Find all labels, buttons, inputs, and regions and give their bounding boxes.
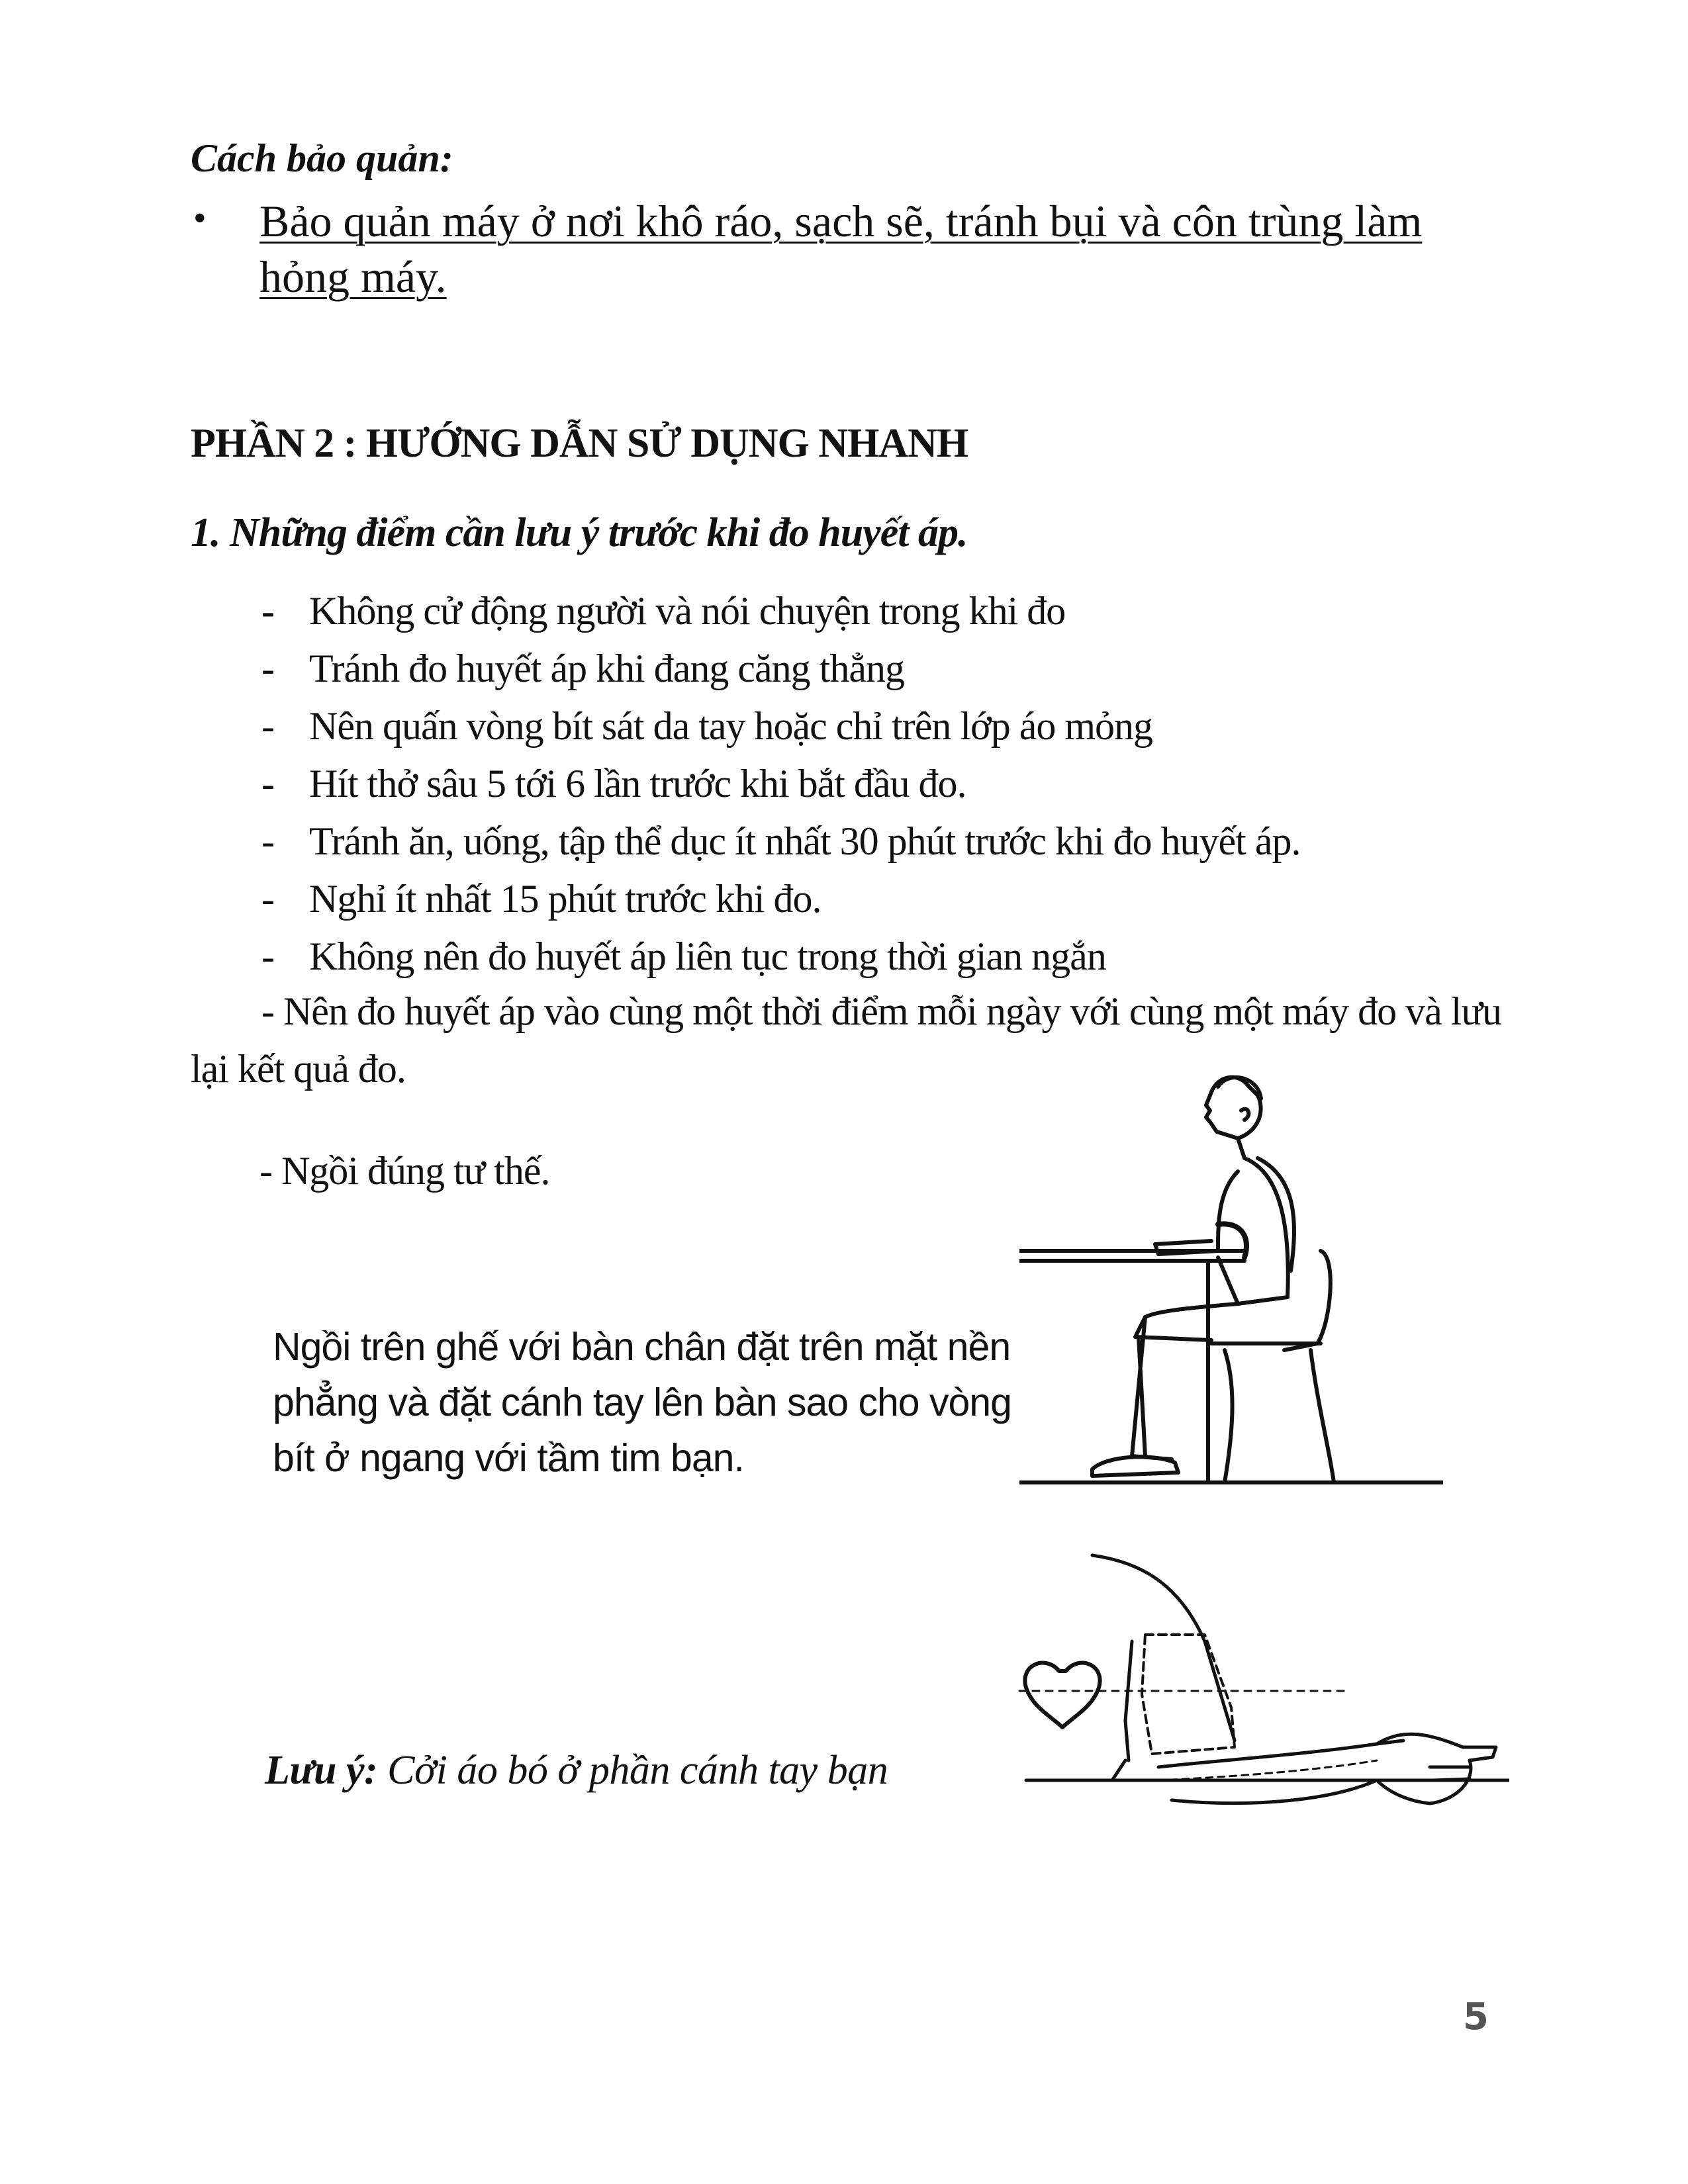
torso-shape bbox=[1218, 1138, 1288, 1304]
shoulder-shape bbox=[1092, 1555, 1235, 1741]
dash-marker: - bbox=[261, 762, 274, 805]
dash-marker: - bbox=[261, 647, 274, 690]
list-item bbox=[261, 582, 1519, 640]
list-item bbox=[261, 870, 1519, 928]
list-item bbox=[261, 928, 1519, 985]
page-number: 5 bbox=[1463, 1995, 1489, 2038]
shoe-shape bbox=[1092, 1457, 1178, 1476]
dash-marker: - bbox=[261, 934, 274, 978]
section-title: PHẦN 2 : HƯỚNG DẪN SỬ DỤNG NHANH bbox=[191, 421, 968, 466]
arm-shape bbox=[1155, 1171, 1238, 1254]
note-text: Nghỉ ít nhất 15 phút trước khi đo. bbox=[309, 877, 821, 921]
note-text: Không nên đo huyết áp liên tục trong thời gian ngắn bbox=[309, 934, 1106, 978]
thigh-shape bbox=[1135, 1304, 1238, 1340]
storage-instruction: Bảo quản máy ở nơi khô ráo, sạch sẽ, tránh bụi và côn trùng làm hỏng máy. bbox=[259, 196, 1423, 302]
chair-legs bbox=[1225, 1350, 1334, 1482]
body-line bbox=[1112, 1760, 1125, 1780]
list-item bbox=[261, 640, 1519, 698]
posture-note: - Ngồi đúng tư thế. bbox=[259, 1149, 550, 1193]
heart-icon bbox=[1025, 1663, 1100, 1727]
ear-shape bbox=[1241, 1109, 1248, 1120]
list-item bbox=[261, 813, 1519, 870]
dash-marker: - bbox=[261, 877, 274, 921]
list-item bbox=[261, 698, 1519, 755]
last-note: - Nên đo huyết áp vào cùng một thời điểm mỗi ngày với cùng một máy đo và lưu lại kết quả đo. bbox=[191, 989, 1501, 1091]
bullet-icon: • bbox=[193, 198, 207, 239]
table-top bbox=[1019, 1251, 1244, 1261]
attention-label: Lưu ý: bbox=[265, 1748, 378, 1793]
notes-list bbox=[261, 582, 1519, 985]
attention-text: Cởi áo bó ở phần cánh tay bạn bbox=[377, 1748, 888, 1793]
attention-note bbox=[265, 1747, 888, 1794]
sitting-posture-illustration bbox=[1019, 1059, 1443, 1489]
note-text: Tránh đo huyết áp khi đang căng thẳng bbox=[309, 647, 904, 690]
sitting-description: Ngồi trên ghế với bàn chân đặt trên mặt nền phẳng và đặt cánh tay lên bàn sao cho vòng bít ở ngang với tầm tim bạn. bbox=[273, 1325, 1011, 1480]
arm-cuff-illustration bbox=[1006, 1542, 1509, 1853]
head-shape bbox=[1206, 1077, 1261, 1138]
dash-marker: - bbox=[261, 704, 274, 748]
sub-heading: 1. Những điểm cần lưu ý trước khi đo huyết áp. bbox=[191, 510, 968, 555]
fingers-shape bbox=[1430, 1767, 1470, 1780]
note-text: Không cử động người và nói chuyện trong khi đo bbox=[309, 589, 1066, 633]
hand-shape bbox=[1377, 1734, 1496, 1803]
note-text: Hít thở sâu 5 tới 6 lần trước khi bắt đầu đo. bbox=[309, 762, 966, 805]
storage-heading: Cách bảo quản: bbox=[191, 136, 453, 180]
note-text: Nên quấn vòng bít sát da tay hoặc chỉ trên lớp áo mỏng bbox=[309, 704, 1153, 748]
upper-arm-back bbox=[1125, 1641, 1132, 1760]
dash-marker: - bbox=[261, 589, 274, 633]
list-item bbox=[261, 755, 1519, 813]
note-text: Tránh ăn, uống, tập thể dục ít nhất 30 phút trước khi đo huyết áp. bbox=[309, 819, 1301, 863]
dash-marker: - bbox=[261, 819, 274, 863]
